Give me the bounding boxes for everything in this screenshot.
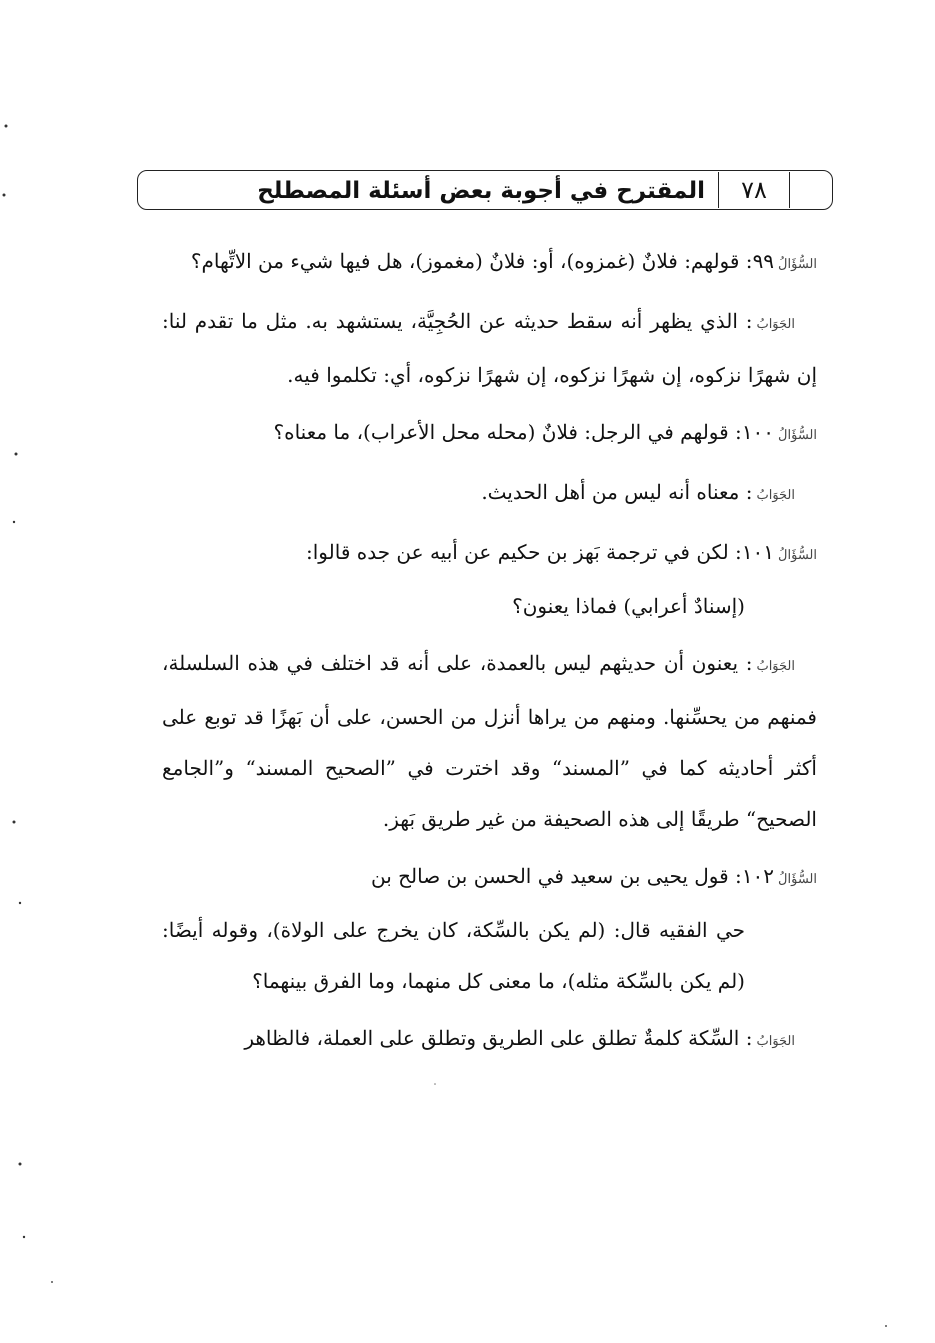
answer-label: الجَوَابُ [756, 1034, 795, 1049]
answer-label: الجَوَابُ [756, 659, 795, 674]
question-number: ٩٩ [752, 249, 775, 273]
answer-text: الذي يظهر أنه سقط حديثه عن الحُجِيَّة، يستشهد به. مثل ما تقدم لنا: إن شهرًا نزكوه، إن شهرًا نزكوه، إن شهرًا نزكوه، أي: تكلموا فيه. [162, 309, 817, 387]
question-102: السُّؤَالُ١٠٢: قول يحيى بن سعيد في الحسن بن صالح بن حي الفقيه قال: (لم يكن بالسِّكة، كان يخرج على الولاة)، وقوله أيضًا: (لم يكن بالسِّكة مثله)، ما معنى كل منهما، وما الفرق بينهما؟ [162, 851, 817, 1007]
answer-102: الجَوَابُ: السِّكة كلمةٌ تطلق على الطريق وتطلق على العملة، فالظاهر [244, 1026, 795, 1050]
question-number: ١٠٠ [741, 420, 775, 444]
question-text: قول يحيى بن سعيد في الحسن بن صالح بن [370, 864, 729, 888]
question-text: قولهم في الرجل: فلانٌ (محله محل الأعراب)، ما معناه؟ [273, 420, 729, 444]
question-number: ١٠١ [741, 540, 775, 564]
answer-text: معناه أنه ليس من أهل الحديث. [481, 480, 740, 504]
question-continuation: حي الفقيه قال: (لم يكن بالسِّكة، كان يخرج على الولاة)، وقوله أيضًا: (لم يكن بالسِّكة مثله)، ما معنى كل منهما، وما الفرق بينهما؟ [162, 918, 745, 993]
question-99: السُّؤَالُ٩٩: قولهم: فلانٌ (غمزوه)، أو: فلانٌ (مغموز)، هل فيها شيء من الاتِّهام؟ [190, 249, 817, 273]
answer-label: الجَوَابُ [756, 488, 795, 503]
question-100: السُّؤَالُ١٠٠: قولهم في الرجل: فلانٌ (محله محل الأعراب)، ما معناه؟ [273, 420, 817, 444]
question-label: السُّؤَالُ [778, 257, 817, 272]
question-label: السُّؤَالُ [778, 548, 817, 563]
answer-text: السِّكة كلمةٌ تطلق على الطريق وتطلق على العملة، فالظاهر [244, 1026, 740, 1050]
question-number: ١٠٢ [741, 864, 775, 888]
question-label: السُّؤَالُ [778, 428, 817, 443]
running-title: المقترح في أجوبة بعض أسئلة المصطلح [257, 178, 705, 204]
page-body [162, 236, 817, 1073]
question-text: لكن في ترجمة بَهز بن حكيم عن أبيه عن جده قالوا: [306, 540, 729, 564]
question-text: قولهم: فلانٌ (غمزوه)، أو: فلانٌ (مغموز)، هل فيها شيء من الاتِّهام؟ [190, 249, 740, 273]
answer-101: الجَوَابُ: يعنون أن حديثهم ليس بالعمدة، على أنه قد اختلف في هذه السلسلة، فمنهم من يحسِّنها. ومنهم من يراها أنزل من الحسن، على أن بَهزًا قد توبع على أكثر أحاديثه كما في ”المسند“ وقد اخترت في ”الصحيح المسند“ و”الجامع الصحيح“ طريقًا إلى هذه الصحيفة من غير طريق بَهز. [162, 651, 817, 831]
answer-label: الجَوَابُ [756, 317, 795, 332]
page-number: ٧٨ [718, 172, 790, 208]
question-continuation: (إسنادٌ أعرابي) فماذا يعنون؟ [512, 594, 745, 618]
question-101: السُّؤَالُ١٠١: لكن في ترجمة بَهز بن حكيم عن أبيه عن جده قالوا: (إسنادٌ أعرابي) فماذا يعنون؟ [162, 527, 817, 632]
answer-99: الجَوَابُ: الذي يظهر أنه سقط حديثه عن الحُجِيَّة، يستشهد به. مثل ما تقدم لنا: إن شهرًا نزكوه، إن شهرًا نزكوه، إن شهرًا نزكوه، أي: تكلموا فيه. [162, 309, 817, 387]
answer-100: الجَوَابُ: معناه أنه ليس من أهل الحديث. [481, 480, 795, 504]
question-label: السُّؤَالُ [778, 872, 817, 887]
answer-text: يعنون أن حديثهم ليس بالعمدة، على أنه قد اختلف في هذه السلسلة، فمنهم من يحسِّنها. ومنهم من يراها أنزل من الحسن، على أن بَهزًا قد توبع على أكثر أحاديثه كما في ”المسند“ وقد اخترت في ”الصحيح المسند“ و”الجامع الصحيح“ طريقًا إلى هذه الصحيفة من غير طريق بَهز. [162, 651, 817, 831]
